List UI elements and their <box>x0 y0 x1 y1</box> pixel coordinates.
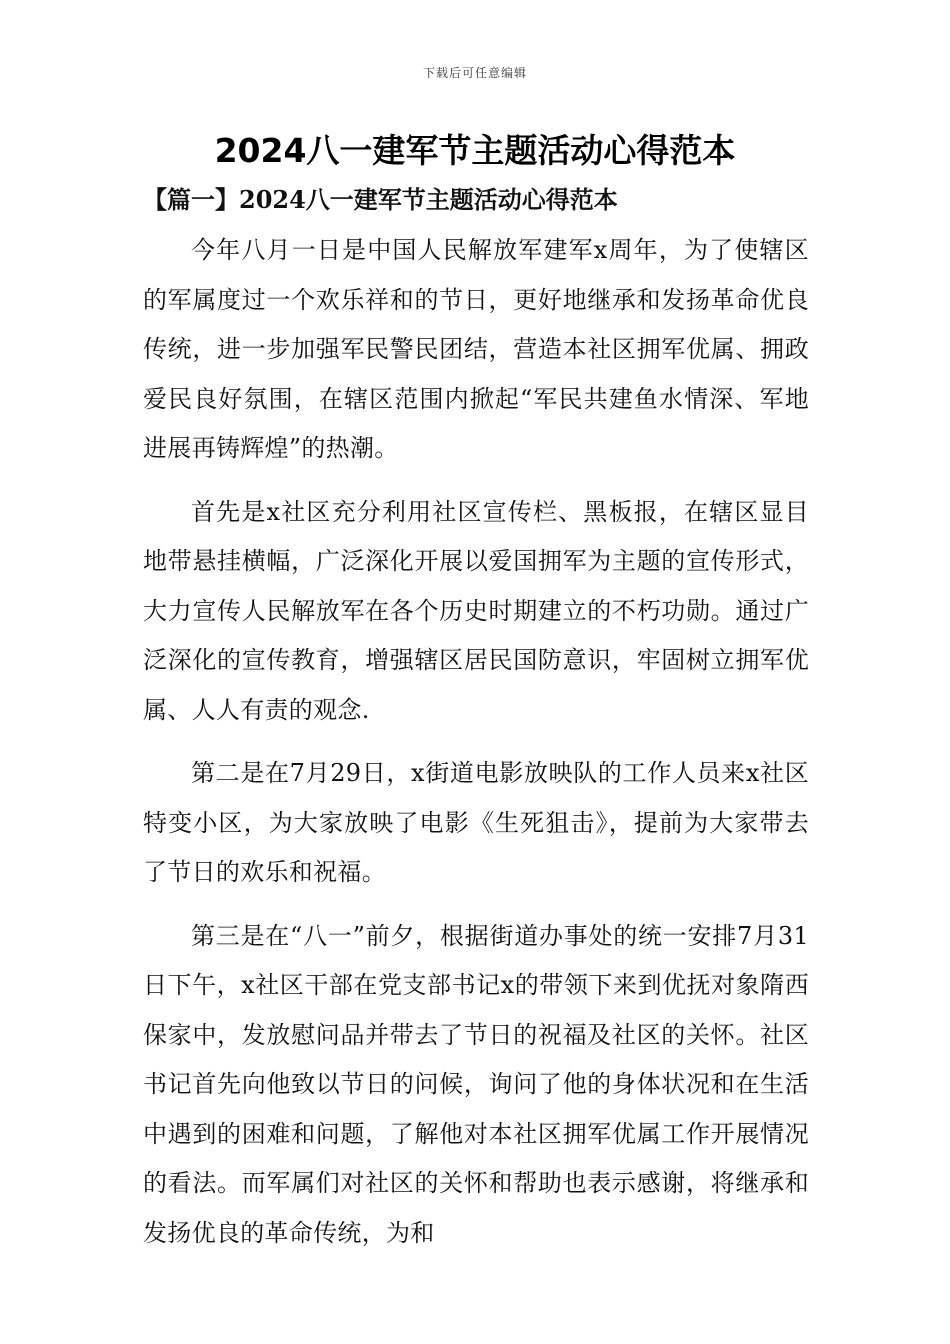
header-note: 下载后可任意编辑 <box>422 66 527 80</box>
paragraph-3: 第二是在7月29日，x街道电影放映队的工作人员来x社区特变小区，为大家放映了电影《生死狙击》，提前为大家带去了节日的欢乐和祝福。 <box>143 759 809 886</box>
document-title: 2024八一建军节主题活动心得范本 <box>214 131 736 170</box>
paragraph-4: 第三是在“八一”前夕，根据街道办事处的统一安排7月31日下午，x社区干部在党支部书记x的带领下来到优抚对象隋西保家中，发放慰问品并带去了节日的祝福及社区的关怀。社区书记首先向他致以节日的问候，询问了他的身体状况和在生活中遇到的困难和问题，了解他对本社区拥军优属工作开展情况的看法。而军属们对社区的关怀和帮助也表示感谢，将继承和发扬优良的革命传统，为和 <box>143 921 809 1247</box>
paragraph-2: 首先是x社区充分利用社区宣传栏、黑板报，在辖区显目地带悬挂横幅，广泛深化开展以爱国拥军为主题的宣传形式，大力宣传人民解放军在各个历史时期建立的不朽功勋。通过广泛深化的宣传教育，增强辖区居民国防意识，牢固树立拥军优属、人人有责的观念. <box>143 497 809 724</box>
document-body <box>143 226 809 1272</box>
section-heading: 【篇一】2024八一建军节主题活动心得范本 <box>143 185 618 214</box>
paragraph-1: 今年八月一日是中国人民解放军建军x周年，为了使辖区的军属度过一个欢乐祥和的节日，更好地继承和发扬革命优良传统，进一步加强军民警民团结，营造本社区拥军优属、拥政爱民良好氛围，在辖区范围内掀起“军民共建鱼水情深、军地进展再铸辉煌”的热潮。 <box>143 236 809 462</box>
